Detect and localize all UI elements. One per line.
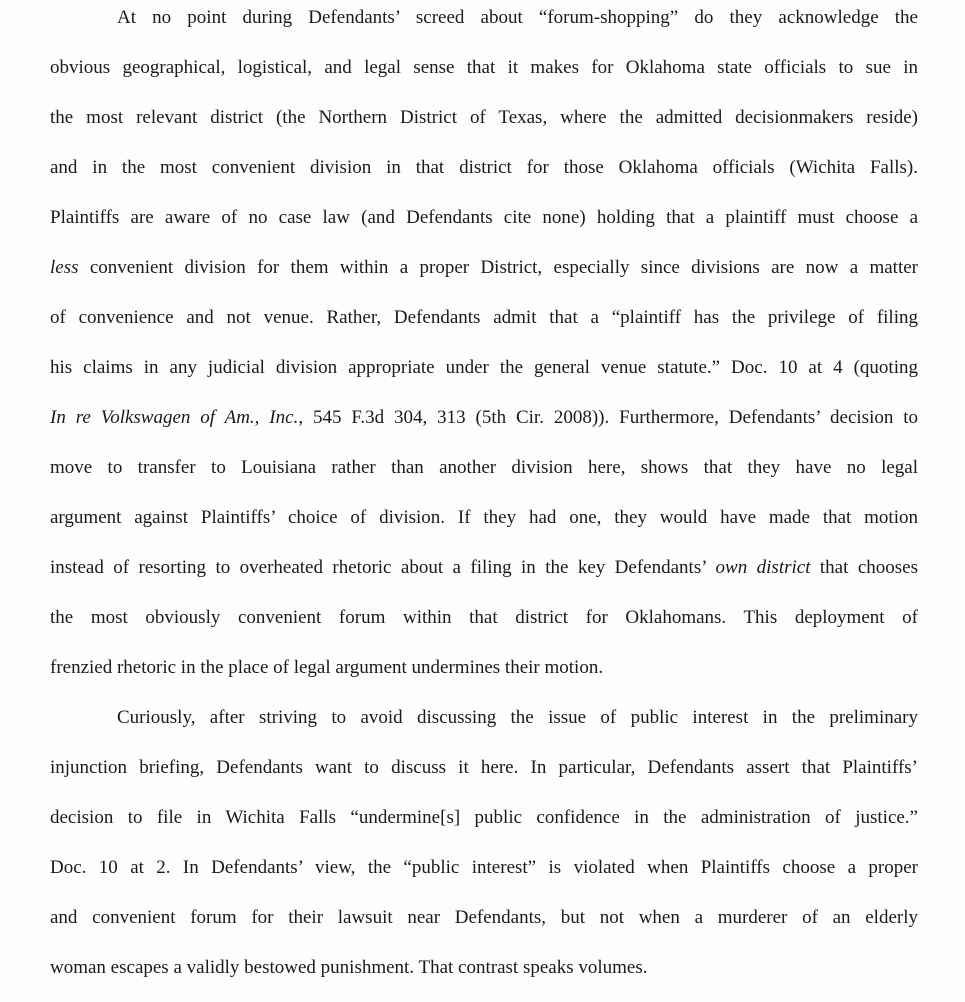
text-line — [117, 706, 918, 730]
text-segment: convenient division for them within a proper District, especially since divisions are now a matter — [78, 257, 918, 278]
text-line — [50, 406, 918, 430]
text-line — [50, 306, 918, 330]
text-segment: move to transfer to Louisiana rather than another division here, shows that they have no legal — [50, 457, 918, 478]
text-line — [50, 106, 918, 130]
text-segment: woman escapes a validly bestowed punishment. That contrast speaks volumes. — [50, 957, 648, 978]
text-line — [117, 6, 918, 30]
text-segment: , 545 F.3d 304, 313 (5th Cir. 2008)). Furthermore, Defendants’ decision to — [298, 407, 919, 428]
italic-text: In re Volkswagen of Am., Inc. — [50, 407, 299, 428]
text-line — [50, 856, 918, 880]
text-line — [50, 606, 918, 630]
text-line — [50, 906, 918, 930]
text-line — [50, 206, 918, 230]
text-line — [50, 56, 918, 80]
text-segment: the most relevant district (the Northern District of Texas, where the admitted decisionmakers reside) — [50, 107, 918, 128]
text-line — [50, 656, 918, 680]
text-line — [50, 956, 918, 980]
text-segment: Plaintiffs are aware of no case law (and Defendants cite none) holding that a plaintiff must choose a — [50, 207, 918, 228]
text-line — [50, 806, 918, 830]
text-segment: and convenient forum for their lawsuit near Defendants, but not when a murderer of an elderly — [50, 907, 918, 928]
text-line — [50, 256, 918, 280]
text-segment: injunction briefing, Defendants want to discuss it here. In particular, Defendants assert that Plaintiffs’ — [50, 757, 918, 778]
text-segment: his claims in any judicial division appropriate under the general venue statute.” Doc. 10 at 4 (quoting — [50, 357, 918, 378]
text-segment: obvious geographical, logistical, and legal sense that it makes for Oklahoma state officials to sue in — [50, 57, 918, 78]
text-line — [50, 556, 918, 580]
text-segment: and in the most convenient division in that district for those Oklahoma officials (Wichita Falls). — [50, 157, 918, 178]
text-segment: argument against Plaintiffs’ choice of division. If they had one, they would have made that motion — [50, 507, 918, 528]
text-segment: Doc. 10 at 2. In Defendants’ view, the “public interest” is violated when Plaintiffs choose a proper — [50, 857, 918, 878]
text-line — [50, 506, 918, 530]
text-line — [50, 156, 918, 180]
text-segment: instead of resorting to overheated rhetoric about a filing in the key Defendants’ — [50, 557, 716, 578]
text-segment: frenzied rhetoric in the place of legal argument undermines their motion. — [50, 657, 604, 678]
text-segment: Curiously, after striving to avoid discussing the issue of public interest in the preliminary — [117, 707, 918, 728]
text-line — [50, 356, 918, 380]
text-segment: decision to file in Wichita Falls “undermine[s] public confidence in the administration of justice.” — [50, 807, 918, 828]
italic-text: less — [50, 257, 79, 278]
text-segment: that chooses — [810, 557, 918, 578]
text-segment: the most obviously convenient forum within that district for Oklahomans. This deployment of — [50, 607, 918, 628]
text-line — [50, 756, 918, 780]
text-segment: of convenience and not venue. Rather, Defendants admit that a “plaintiff has the privilege of filing — [50, 307, 918, 328]
text-segment: At no point during Defendants’ screed about “forum-shopping” do they acknowledge the — [117, 7, 918, 28]
text-line — [50, 456, 918, 480]
italic-text: own district — [715, 557, 811, 578]
